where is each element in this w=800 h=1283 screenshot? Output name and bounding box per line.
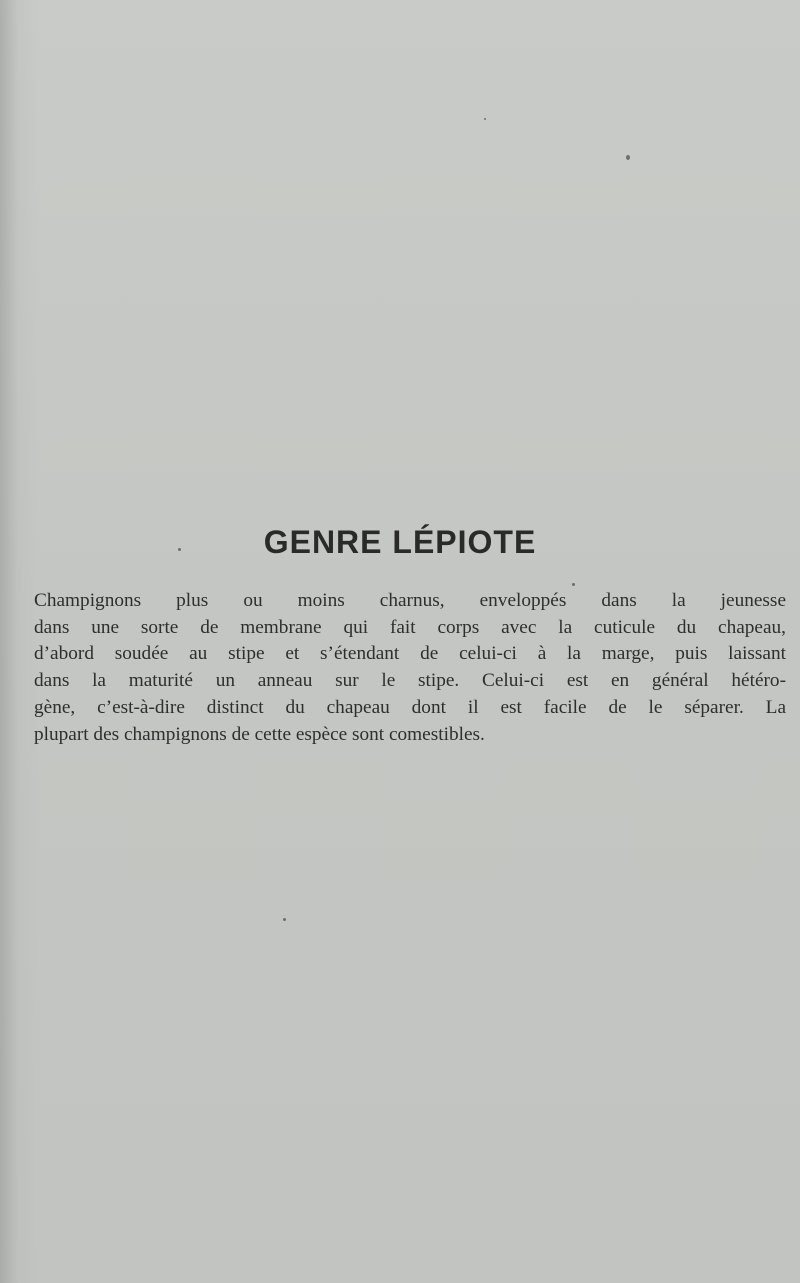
ink-speck xyxy=(283,918,286,921)
ink-speck xyxy=(484,118,486,120)
body-paragraph xyxy=(34,588,786,748)
paragraph-line: Champignons plus ou moins charnus, enveloppés dans la jeunesse xyxy=(34,590,786,611)
paragraph-line: gène, c’est-à-dire distinct du chapeau dont il est facile de le séparer. La xyxy=(34,696,786,718)
page-title: GENRE LÉPIOTE xyxy=(263,524,537,560)
ink-speck xyxy=(626,155,630,160)
paragraph-line: dans la maturité un anneau sur le stipe. Celui-ci est en général hétéro- xyxy=(34,670,786,692)
paragraph-line: d’abord soudée au stipe et s’étendant de celui-ci à la marge, puis laissant xyxy=(34,643,786,665)
ink-speck xyxy=(572,583,575,586)
paragraph-line: dans une sorte de membrane qui fait corps avec la cuticule du chapeau, xyxy=(34,616,786,638)
paragraph-line: plupart des champignons de cette espèce sont comestibles. xyxy=(34,723,485,745)
